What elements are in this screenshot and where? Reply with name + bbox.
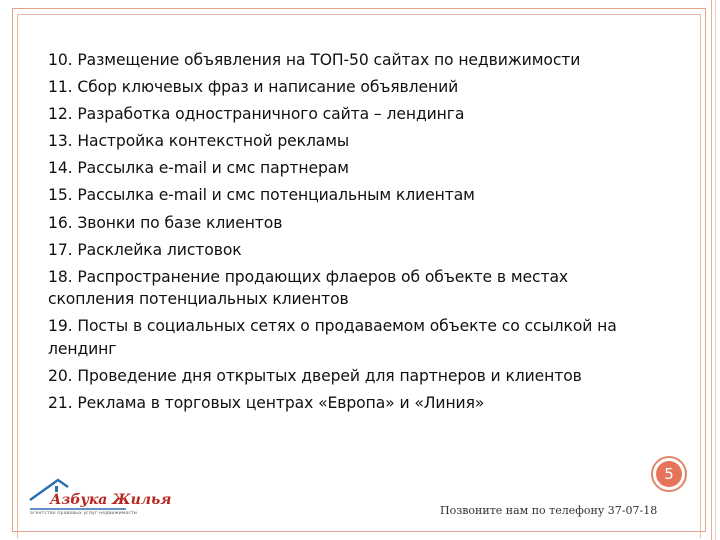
list-item: 15. Рассылка e-mail и смс потенциальным клиентам [48,186,475,205]
page-number: 5 [656,461,682,487]
right-rule [711,0,712,540]
item-list [48,49,648,419]
list-item: 13. Настройка контекстной рекламы [48,132,350,151]
list-item: 12. Разработка одностраничного сайта – лендинга [48,105,465,124]
list-item: 11. Сбор ключевых фраз и написание объявлений [48,78,459,97]
logo-name: Азбука Жилья [50,492,172,508]
company-logo [28,478,172,522]
list-item: 21. Реклама в торговых центрах «Европа» и «Линия» [48,394,485,413]
page-number-badge [651,456,687,492]
list-item: 16. Звонки по базе клиентов [48,213,283,232]
list-item: 18. Распространение продающих флаеров об объекте в местах скопления потенциальных клиентов [48,267,569,309]
list-item: 20. Проведение дня открытых дверей для партнеров и клиентов [48,366,582,385]
list-item: 14. Рассылка e-mail и смс партнерам [48,159,349,178]
right-rule-secondary [715,0,716,540]
list-item: 10. Размещение объявления на ТОП-50 сайтах по недвижимости [48,51,581,69]
list-item: 17. Расклейка листовок [48,240,242,259]
footer-contact: Позвоните нам по телефону 37-07-18 [440,504,658,517]
logo-tagline: агентство правовых услуг недвижимости [30,511,138,516]
list-item: 19. Посты в социальных сетях о продаваемом объекте со ссылкой на лендинг [48,317,617,358]
